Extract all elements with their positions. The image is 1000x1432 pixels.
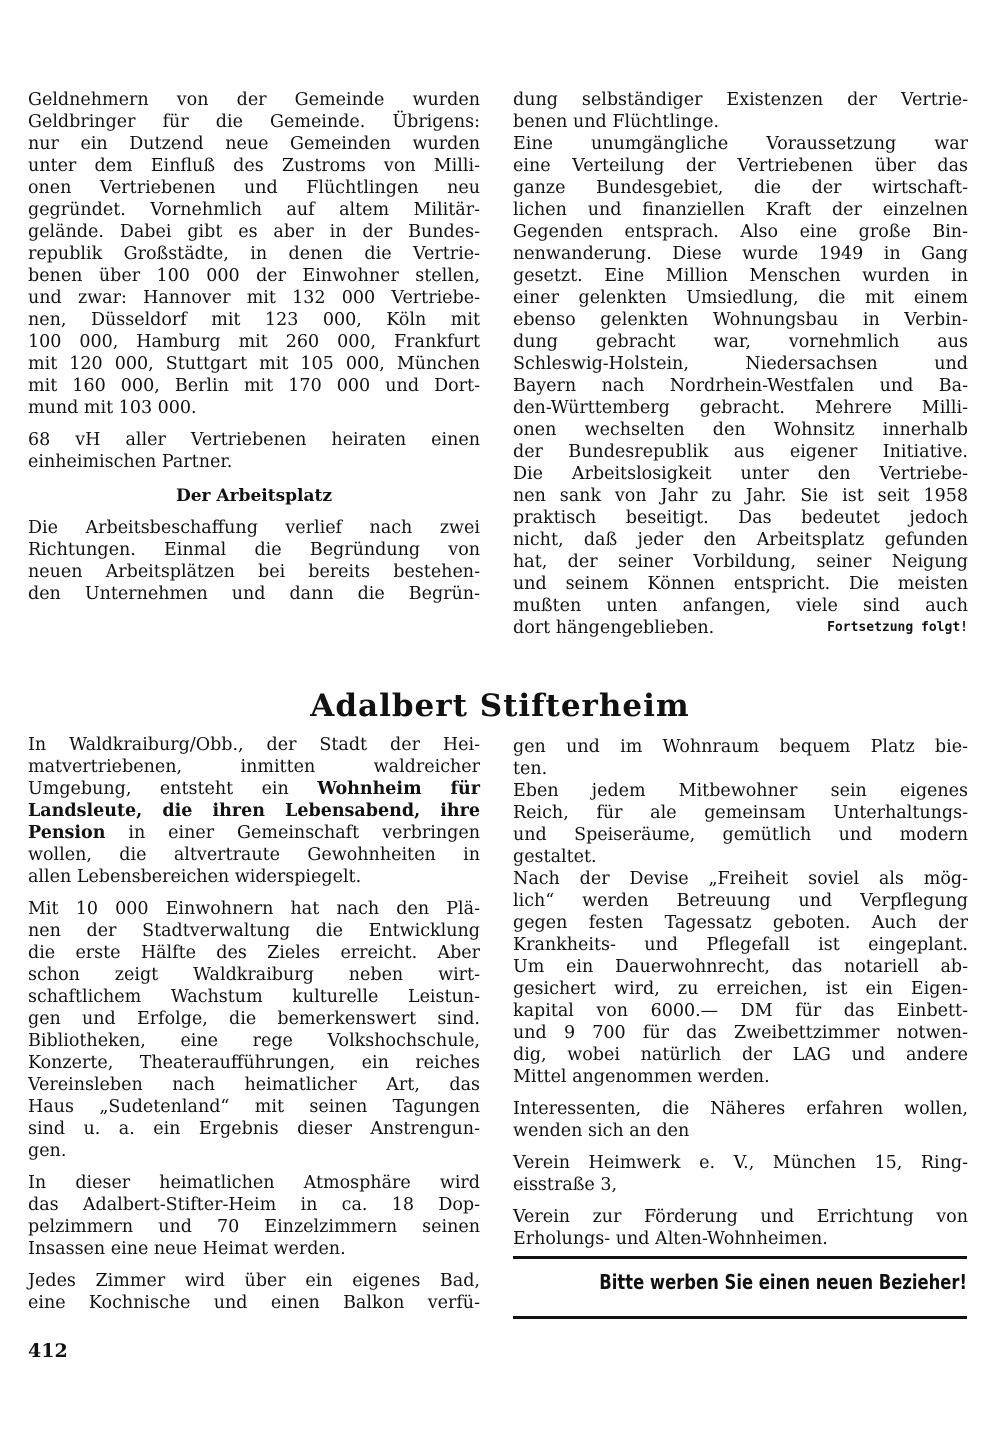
text-run: wenden sich an den [513, 1121, 690, 1141]
text-line [28, 898, 480, 920]
text-line [28, 1172, 480, 1194]
text-line [28, 177, 480, 199]
text-run: einer gelenkten Umsiedlung, die mit einem [513, 288, 968, 308]
text-run: mit 120 000, Stuttgart mit 105 000, München [28, 354, 480, 374]
text-line [513, 758, 968, 780]
paragraph [513, 1152, 968, 1196]
paragraph [513, 736, 968, 780]
text-line [513, 1022, 968, 1044]
text-line [513, 824, 968, 846]
text-line [513, 595, 968, 617]
paragraph [513, 780, 968, 868]
text-line [513, 1066, 968, 1088]
text-line [28, 429, 480, 451]
text-run: Um ein Dauerwohnrecht, das notariell ab- [513, 957, 968, 977]
text-run: kapital von 6000.— DM für das Einbett- [513, 1001, 968, 1021]
text-run: lichen und finanziellen Kraft der einzelnen [513, 200, 968, 220]
text-run: benen und Flüchtlinge. [513, 112, 720, 132]
text-line [513, 573, 968, 595]
text-line [513, 331, 968, 353]
text-run: nen, Düsseldorf mit 123 000, Köln mit [28, 310, 480, 330]
text-run: lich“ werden Betreuung und Verpflegung [513, 891, 968, 911]
paragraph [513, 89, 968, 133]
text-run: nicht, daß jeder den Arbeitsplatz gefunden [513, 530, 968, 550]
paragraph [513, 133, 968, 639]
column-top-left [28, 89, 480, 615]
text-line [28, 517, 480, 539]
text-run: nen sank von Jahr zu Jahr. Sie ist seit 1958 [513, 486, 968, 506]
text-run: den Unternehmen und dann die Begrün- [28, 584, 480, 604]
text-line [513, 419, 968, 441]
text-run: onen Vertriebenen und Flüchtlingen neu [28, 178, 480, 198]
paragraph [28, 517, 480, 605]
paragraph [28, 1270, 480, 1314]
text-line [28, 155, 480, 177]
text-run: den-Württemberg gebracht. Mehrere Milli- [513, 398, 968, 418]
text-line [513, 177, 968, 199]
text-run: dung selbständiger Existenzen der Vertrie- [513, 90, 968, 110]
text-line [513, 89, 968, 111]
column-article-left [28, 734, 480, 1324]
text-line [28, 265, 480, 287]
text-run: gegen festen Tagessatz geboten. Auch der [513, 913, 968, 933]
text-run: neuen Arbeitsplätzen bei bereits bestehen- [28, 562, 480, 582]
text-line [513, 265, 968, 287]
text-line [28, 756, 480, 778]
text-line [513, 736, 968, 758]
text-run: ten. [513, 759, 548, 779]
text-run: Mit 10 000 Einwohnern hat nach den Plä- [28, 899, 480, 919]
text-line [513, 353, 968, 375]
text-run: Mittel angenommen werden. [513, 1067, 770, 1087]
text-run: gen und Erfolge, die bemerkenswert sind. [28, 1009, 480, 1029]
bold-text-run: Wohnheim für [317, 779, 481, 799]
text-run: praktisch beseitigt. Das bedeutet jedoch [513, 508, 968, 528]
text-line [28, 1292, 480, 1314]
text-line [28, 353, 480, 375]
text-line [513, 551, 968, 573]
text-line [513, 309, 968, 331]
text-run: Krankheits- und Pflegefall ist eingeplant. [513, 935, 968, 955]
text-run: gelände. Dabei gibt es aber in der Bundes- [28, 222, 480, 242]
text-line [513, 485, 968, 507]
paragraph [513, 956, 968, 1088]
text-line [513, 441, 968, 463]
paragraph [513, 868, 968, 956]
text-run: 68 vH aller Vertriebenen heiraten einen [28, 430, 480, 450]
text-line [513, 1206, 968, 1228]
text-run: dort hängengeblieben. [513, 618, 715, 638]
text-run: gesichert wird, zu erreichen, ist ein Eigen- [513, 979, 968, 999]
text-line [28, 734, 480, 756]
text-run: und Speiseräume, gemütlich und modern [513, 825, 968, 845]
article-title: Adalbert Stifterheim [310, 688, 690, 724]
text-run: und 9 700 für das Zweibettzimmer notwen- [513, 1023, 968, 1043]
page-number: 412 [28, 1340, 68, 1362]
text-line [28, 964, 480, 986]
text-run: 100 000, Hamburg mit 260 000, Frankfurt [28, 332, 480, 352]
text-run: Geldbringer für die Gemeinde. Übrigens: [28, 112, 480, 132]
text-line [513, 221, 968, 243]
text-line [28, 1194, 480, 1216]
text-run: der Bundesrepublik aus eigener Initiative. [513, 442, 968, 462]
text-run: dung gebracht war, vornehmlich aus [513, 332, 968, 352]
text-line [513, 1174, 968, 1196]
text-line [513, 1120, 968, 1142]
text-run: gen. [28, 1141, 67, 1161]
text-run: eisstraße 3, [513, 1175, 618, 1195]
text-line [513, 507, 968, 529]
text-run: matvertriebenen, inmitten waldreicher [28, 757, 480, 777]
text-line [513, 1228, 968, 1250]
text-run: ebenso gelenkten Wohnungsbau in Verbin- [513, 310, 968, 330]
text-line [28, 866, 480, 888]
text-line [513, 1000, 968, 1022]
text-run: mund mit 103 000. [28, 398, 197, 418]
text-run: Richtungen. Einmal die Begründung von [28, 540, 480, 560]
text-line [513, 155, 968, 177]
text-run: sind u. a. ein Ergebnis dieser Anstrengun- [28, 1119, 480, 1139]
text-run: Die Arbeitslosigkeit unter den Vertriebe- [513, 464, 968, 484]
text-line [513, 111, 968, 133]
text-line [513, 1098, 968, 1120]
text-line [513, 890, 968, 912]
text-line [513, 802, 968, 824]
text-line [28, 583, 480, 605]
text-line [28, 1096, 480, 1118]
text-run: und zwar: Hannover mit 132 000 Vertriebe- [28, 288, 480, 308]
paragraph [28, 898, 480, 1162]
text-line [513, 199, 968, 221]
text-line [28, 1118, 480, 1140]
paragraph [28, 734, 480, 888]
text-run: Verein Heimwerk e. V., München 15, Ring- [513, 1153, 968, 1173]
text-line [513, 133, 968, 155]
text-run: schaftlichem Wachstum kulturelle Leistun- [28, 987, 480, 1007]
text-line [513, 846, 968, 868]
paragraph [28, 89, 480, 419]
text-run: unter dem Einfluß des Zustroms von Milli- [28, 156, 480, 176]
bold-text-run: Pension [28, 823, 106, 843]
column-article-right [513, 736, 968, 1260]
text-line [513, 529, 968, 551]
text-run: Schleswig-Holstein, Niedersachsen und [513, 354, 968, 374]
text-run: Reich, für ale gemeinsam Unterhaltungs- [513, 803, 968, 823]
text-run: eine Kochnische und einen Balkon verfü- [28, 1293, 480, 1313]
continuation-note: Fortsetzung folgt! [827, 620, 968, 635]
text-line [28, 1270, 480, 1292]
bold-text-run: Landsleute, die ihren Lebensabend, ihre [28, 801, 480, 821]
text-run: mußten unten anfangen, viele sind auch [513, 596, 968, 616]
text-run: Haus „Sudetenland“ mit seinen Tagungen [28, 1097, 480, 1117]
text-line [28, 1238, 480, 1260]
text-line [513, 287, 968, 309]
text-run: nen der Stadtverwaltung die Entwicklung [28, 921, 480, 941]
text-run: pelzimmern und 70 Einzelzimmern seinen [28, 1217, 480, 1237]
text-run: Interessenten, die Näheres erfahren wollen, [513, 1099, 968, 1119]
text-line [28, 561, 480, 583]
text-run: eine Verteilung der Vertriebenen über das [513, 156, 968, 176]
text-line [28, 309, 480, 331]
text-run: und seinem Können entspricht. Die meisten [513, 574, 968, 594]
text-line [28, 243, 480, 265]
text-line [513, 868, 968, 890]
text-run: schon zeigt Waldkraiburg neben wirt- [28, 965, 480, 985]
text-run: in einer Gemeinschaft verbringen [105, 823, 480, 843]
text-line [513, 978, 968, 1000]
text-line [28, 1074, 480, 1096]
text-line [28, 451, 480, 473]
text-run: hat, der seiner Vorbildung, seiner Neigung [513, 552, 968, 572]
column-top-right [513, 89, 968, 649]
text-run: onen wechselten den Wohnsitz innerhalb [513, 420, 968, 440]
text-run: Jedes Zimmer wird über ein eigenes Bad, [28, 1271, 480, 1291]
text-run: nur ein Dutzend neue Gemeinden wurden [28, 134, 480, 154]
text-run: einheimischen Partner. [28, 452, 233, 472]
text-run: Vereinsleben nach heimatlicher Art, das [28, 1075, 480, 1095]
text-run: Bayern nach Nordrhein-Westfalen und Ba- [513, 376, 968, 396]
text-line [28, 800, 480, 822]
text-line [513, 1044, 968, 1066]
text-run: Erholungs- und Alten-Wohnheimen. [513, 1229, 828, 1249]
text-line [513, 397, 968, 419]
text-line [28, 287, 480, 309]
divider-rule [513, 1316, 967, 1319]
text-run: In dieser heimatlichen Atmosphäre wird [28, 1173, 480, 1193]
text-line [513, 956, 968, 978]
text-line [28, 986, 480, 1008]
text-line [513, 934, 968, 956]
text-line [28, 1008, 480, 1030]
text-run: allen Lebensbereichen widerspiegelt. [28, 867, 362, 887]
text-run: gestaltet. [513, 847, 597, 867]
text-run: Die Arbeitsbeschaffung verlief nach zwei [28, 518, 480, 538]
text-line [513, 912, 968, 934]
text-line [28, 375, 480, 397]
text-run: In Waldkraiburg/Obb., der Stadt der Hei- [28, 735, 480, 755]
text-line [513, 375, 968, 397]
text-line [28, 221, 480, 243]
text-line [28, 942, 480, 964]
text-run: gen und im Wohnraum bequem Platz bie- [513, 737, 968, 757]
text-line [28, 844, 480, 866]
text-line [513, 1152, 968, 1174]
text-line [28, 89, 480, 111]
text-line [513, 617, 968, 639]
divider-rule [513, 1256, 967, 1259]
text-run: dig, wobei natürlich der LAG und andere [513, 1045, 968, 1065]
text-line [28, 1052, 480, 1074]
text-run: benen über 100 000 der Einwohner stellen, [28, 266, 480, 286]
text-line [28, 133, 480, 155]
section-heading: Der Arbeitsplatz [175, 486, 333, 506]
text-line [28, 1030, 480, 1052]
text-line [28, 1216, 480, 1238]
text-run: republik Großstädte, in denen die Vertrie- [28, 244, 480, 264]
text-line [513, 780, 968, 802]
text-run: Insassen eine neue Heimat werden. [28, 1239, 346, 1259]
text-line [28, 920, 480, 942]
text-run: Gegenden entsprach. Also eine große Bin- [513, 222, 968, 242]
text-run: Umgebung, entsteht ein [28, 779, 318, 799]
text-line [28, 199, 480, 221]
text-run: Eine unumgängliche Voraussetzung war [513, 134, 968, 154]
text-run: mit 160 000, Berlin mit 170 000 und Dort- [28, 376, 480, 396]
text-line [513, 463, 968, 485]
subscriber-appeal: Bitte werben Sie einen neuen Bezieher! [599, 1270, 967, 1294]
text-run: die erste Hälfte des Zieles erreicht. Aber [28, 943, 480, 963]
text-run: ganze Bundesgebiet, die der wirtschaft- [513, 178, 968, 198]
text-run: gesetzt. Eine Million Menschen wurden in [513, 266, 968, 286]
text-line [28, 822, 480, 844]
text-line [28, 539, 480, 561]
text-line [28, 1140, 480, 1162]
paragraph [28, 429, 480, 473]
text-run: wollen, die altvertraute Gewohnheiten in [28, 845, 480, 865]
text-line [28, 331, 480, 353]
text-line [513, 243, 968, 265]
text-run: Geldnehmern von der Gemeinde wurden [28, 90, 480, 110]
paragraph [513, 1098, 968, 1142]
text-run: Bibliotheken, eine rege Volkshochschule, [28, 1031, 480, 1051]
text-run: Konzerte, Theateraufführungen, ein reiches [28, 1053, 480, 1073]
text-run: Verein zur Förderung und Errichtung von [513, 1207, 968, 1227]
text-line [28, 778, 480, 800]
text-line [28, 397, 480, 419]
paragraph [513, 1206, 968, 1250]
text-run: Nach der Devise „Freiheit soviel als mög- [513, 869, 968, 889]
text-line [28, 111, 480, 133]
text-run: nenwanderung. Diese wurde 1949 in Gang [513, 244, 968, 264]
text-run: gegründet. Vornehmlich auf altem Militär- [28, 200, 480, 220]
text-run: Eben jedem Mitbewohner sein eigenes [513, 781, 968, 801]
text-run: das Adalbert-Stifter-Heim in ca. 18 Dop- [28, 1195, 480, 1215]
paragraph [28, 1172, 480, 1260]
